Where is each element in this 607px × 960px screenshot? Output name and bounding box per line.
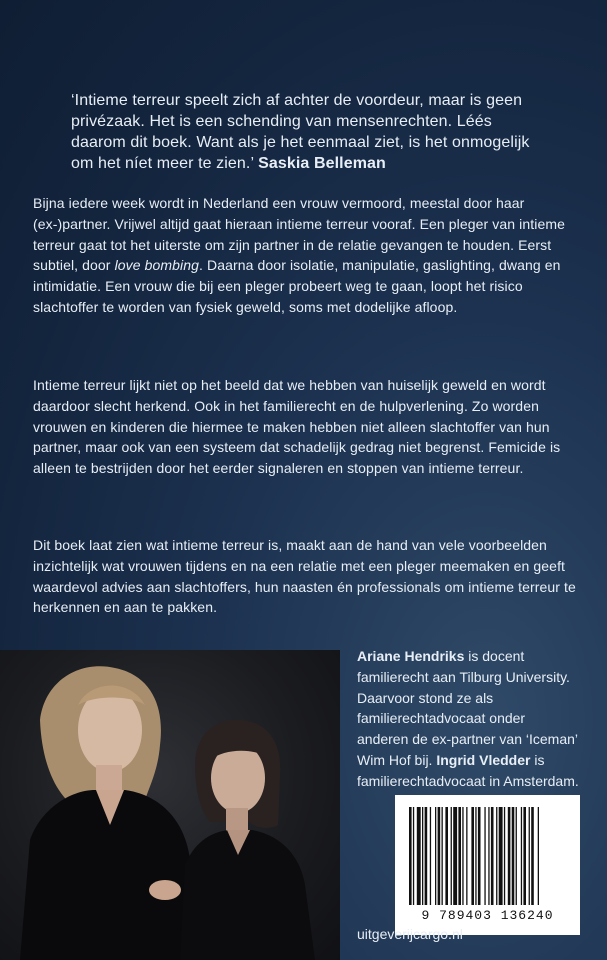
body-paragraph-3: Dit boek laat zien wat intieme terreur is, maakt aan de hand van vele voorbeelden inzichtelijk wat vrouwen tijdens en na een relatie met een pleger meemaken en geeft waardevol advies aan slachtoffers, hun naasten én professionals om intieme terreur te herkennen en aan te pakken. (33, 537, 576, 616)
author-name-2: Ingrid Vledder (436, 751, 531, 768)
bio-text-2: is familierechtadvocaat in Amsterdam. (357, 751, 579, 789)
isbn-number: 9 789403 136240 (421, 908, 554, 923)
publisher-website[interactable]: uitgeverijcargo.nl (357, 926, 463, 942)
author-name-1: Ariane Hendriks (357, 648, 465, 664)
quote-text: ‘Intieme terreur speelt zich af achter de voordeur, maar is geen privézaak. Het is een schending van mensenrechten. Léés daarom dit boek. Want als je het eenmaal ziet, is het onmogelijk om het níet meer te zien.’ (71, 92, 530, 172)
authors-portrait-image (0, 650, 340, 960)
isbn-barcode (395, 795, 580, 935)
body-paragraph-2: Intieme terreur lijkt niet op het beeld dat we hebben van huiselijk geweld en wordt daardoor slecht herkend. Ook in het familierecht en de hulpverlening. Zo worden vrouwen en kinderen die hiermee te maken hebben niet alleen slachtoffer van hun partner, maar ook van een systeem dat schadelijk gedrag niet begrenst. Femicide is alleen te bestrijden door het eerder signaleren en stoppen van intieme terreur. (33, 377, 561, 477)
blurb-quote (71, 90, 551, 174)
p1-text-a: Bijna iedere week wordt in Nederland een vrouw vermoord, meestal door haar (ex-)partner. Vrijwel altijd gaat hieraan intieme terreur vooraf. Een pleger van intieme terreur gaat tot het uiterste om zijn partner in de relatie gevangen te houden. Eerst subtiel, door (33, 195, 565, 274)
p1-text-b: . Daarna door isolatie, manipulatie, gaslighting, dwang en intimidatie. Een vrouw die bij een pleger probeert weg te gaan, loopt het risico slachtoffer te worden van fysiek geweld, soms met dodelijke afloop. (33, 257, 561, 315)
body-paragraph-1 (33, 193, 576, 318)
author-photo (0, 650, 340, 960)
p1-italic-term: love bombing (114, 257, 200, 274)
author-bio (357, 646, 579, 792)
bio-text-1: is docent familierecht aan Tilburg University. Daarvoor stond ze als familierechtadvocaat onder anderen de ex-partner van ‘Iceman’ Wim Hof bij. (357, 648, 578, 768)
quote-author: Saskia Belleman (258, 155, 386, 172)
barcode-bars-icon (395, 803, 580, 913)
